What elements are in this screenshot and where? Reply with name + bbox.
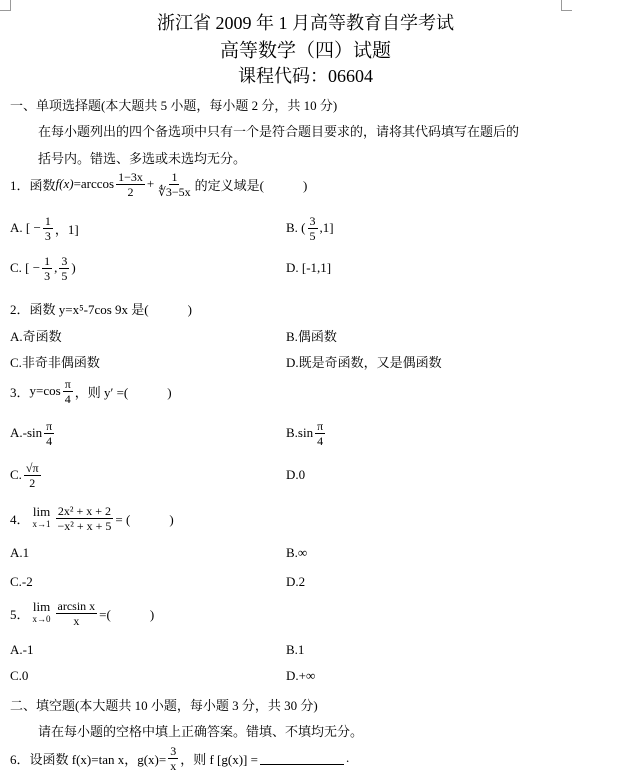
fraction xyxy=(168,744,178,773)
limit xyxy=(33,601,51,625)
stem-text: =( ) xyxy=(99,606,155,622)
numerator: 3 xyxy=(170,743,177,758)
question-2 xyxy=(10,293,192,323)
math-text: f(x) xyxy=(55,176,74,191)
option-c xyxy=(10,253,76,283)
question-number: 5． xyxy=(10,606,30,622)
stem-text: 函数 y=x⁵-7cos 9x 是( ) xyxy=(29,301,192,317)
denominator: 5 xyxy=(309,228,316,243)
question-5 xyxy=(10,598,154,628)
option-text: A.-sin xyxy=(10,425,43,440)
option-text: ,1] xyxy=(319,220,334,235)
option-text: A. [ − xyxy=(10,220,41,235)
denominator: 3 xyxy=(44,268,51,283)
question-1 xyxy=(10,169,307,199)
stem-text: 函数 xyxy=(29,177,56,193)
denominator: x xyxy=(170,758,177,773)
numerator: 1 xyxy=(171,169,178,184)
option-text: ，1] xyxy=(54,221,79,237)
option-text: C. [ − xyxy=(10,260,41,275)
fraction xyxy=(24,461,41,490)
lim-subscript: x→0 xyxy=(32,614,51,624)
option-a: A.1 xyxy=(10,545,30,560)
lim-text: lim xyxy=(32,599,51,614)
stem-text: ，则 f [g(x)] = xyxy=(180,751,258,767)
section2-instruction: 请在每小题的空格中填上正确答案。错填、不填均无分。 xyxy=(38,723,364,739)
denominator: 2 xyxy=(127,184,134,199)
fraction xyxy=(308,214,318,243)
question-number: 4． xyxy=(10,511,30,527)
section1-instruction-cont: 括号内。错选、多选或未选均无分。 xyxy=(38,150,247,166)
denominator: 4 xyxy=(46,433,53,448)
denominator: 4 xyxy=(317,433,324,448)
option-text: C. xyxy=(10,467,22,482)
numerator: 2x² + x + 2 xyxy=(57,503,112,518)
fraction xyxy=(116,170,145,199)
stem-text: 设函数 f(x)=tan x，g(x)= xyxy=(29,751,167,767)
option-c: C.-2 xyxy=(10,574,33,589)
fraction xyxy=(56,504,114,533)
option-text: ) xyxy=(71,260,76,275)
numerator: arcsin x xyxy=(57,598,96,613)
stem-text: = ( ) xyxy=(115,511,174,527)
lim-text: lim xyxy=(32,504,51,519)
subject-title: 高等数学（四）试题 xyxy=(219,40,391,62)
numerator: 1−3x xyxy=(118,169,143,184)
section1-instruction: 在每小题列出的四个备选项中只有一个是符合题目要求的，请将其代码填写在题后的 xyxy=(38,123,520,139)
option-text: , xyxy=(54,260,58,275)
option-b: B.∞ xyxy=(286,545,308,560)
numerator: π xyxy=(46,418,53,433)
fraction xyxy=(156,170,192,199)
math-text: =arccos xyxy=(73,176,115,191)
option-d: D.2 xyxy=(286,574,306,589)
question-6 xyxy=(10,743,349,773)
denominator: −x² + x + 5 xyxy=(57,518,112,533)
limit xyxy=(33,506,51,530)
denominator: x xyxy=(73,613,80,628)
denominator: ∜3−5x xyxy=(158,184,191,199)
denominator: 3 xyxy=(44,228,51,243)
stem-text: ，则 y′ =( ) xyxy=(74,384,172,400)
section1-heading: 一、单项选择题(本大题共 5 小题，每小题 2 分，共 10 分) xyxy=(10,97,338,113)
denominator: 2 xyxy=(29,475,36,490)
exam-title: 浙江省 2009 年 1 月高等教育自学考试 xyxy=(157,13,454,33)
option-d: D. [-1,1] xyxy=(286,260,332,275)
option-b: B.偶函数 xyxy=(286,328,337,344)
question-4 xyxy=(10,503,174,533)
answer-blank xyxy=(260,752,344,765)
fraction xyxy=(44,419,54,448)
fraction xyxy=(315,419,325,448)
section2-heading: 二、填空题(本大题共 10 小题，每小题 3 分，共 30 分) xyxy=(10,697,318,713)
numerator: 3 xyxy=(61,253,68,268)
fraction xyxy=(56,599,98,628)
option-c xyxy=(10,460,43,490)
fraction xyxy=(63,377,73,406)
question-number: 1． xyxy=(10,177,30,193)
numerator: 3 xyxy=(309,213,316,228)
denominator: 4 xyxy=(64,391,71,406)
course-code: 课程代码：06604 xyxy=(238,66,373,86)
option-a xyxy=(10,213,79,243)
question-3 xyxy=(10,376,172,406)
math-text: + xyxy=(146,176,155,191)
stem-text: y=cos xyxy=(29,383,61,398)
option-text: B.sin xyxy=(286,425,314,440)
option-a: A.奇函数 xyxy=(10,328,62,344)
option-b xyxy=(286,418,327,448)
fraction xyxy=(43,214,53,243)
numerator: 1 xyxy=(44,253,51,268)
option-d: D.0 xyxy=(286,467,306,482)
question-number: 6． xyxy=(10,751,30,767)
denominator: 5 xyxy=(61,268,68,283)
question-number: 3． xyxy=(10,384,30,400)
fraction xyxy=(59,254,69,283)
option-d: D.+∞ xyxy=(286,668,316,683)
option-c: C.0 xyxy=(10,668,29,683)
option-a xyxy=(10,418,56,448)
option-d: D.既是奇函数，又是偶函数 xyxy=(286,354,442,370)
option-b: B.1 xyxy=(286,642,305,657)
numerator: π xyxy=(317,418,324,433)
option-b xyxy=(286,213,334,243)
numerator: √π xyxy=(25,460,39,475)
option-a: A.-1 xyxy=(10,642,34,657)
lim-subscript: x→1 xyxy=(32,519,51,529)
option-c: C.非奇非偶函数 xyxy=(10,354,100,370)
stem-text: . xyxy=(345,750,350,765)
numerator: π xyxy=(64,376,71,391)
question-number: 2． xyxy=(10,301,30,317)
numerator: 1 xyxy=(44,213,51,228)
option-text: B. ( xyxy=(286,220,306,235)
stem-text: 的定义域是( ) xyxy=(194,177,308,193)
fraction xyxy=(42,254,52,283)
